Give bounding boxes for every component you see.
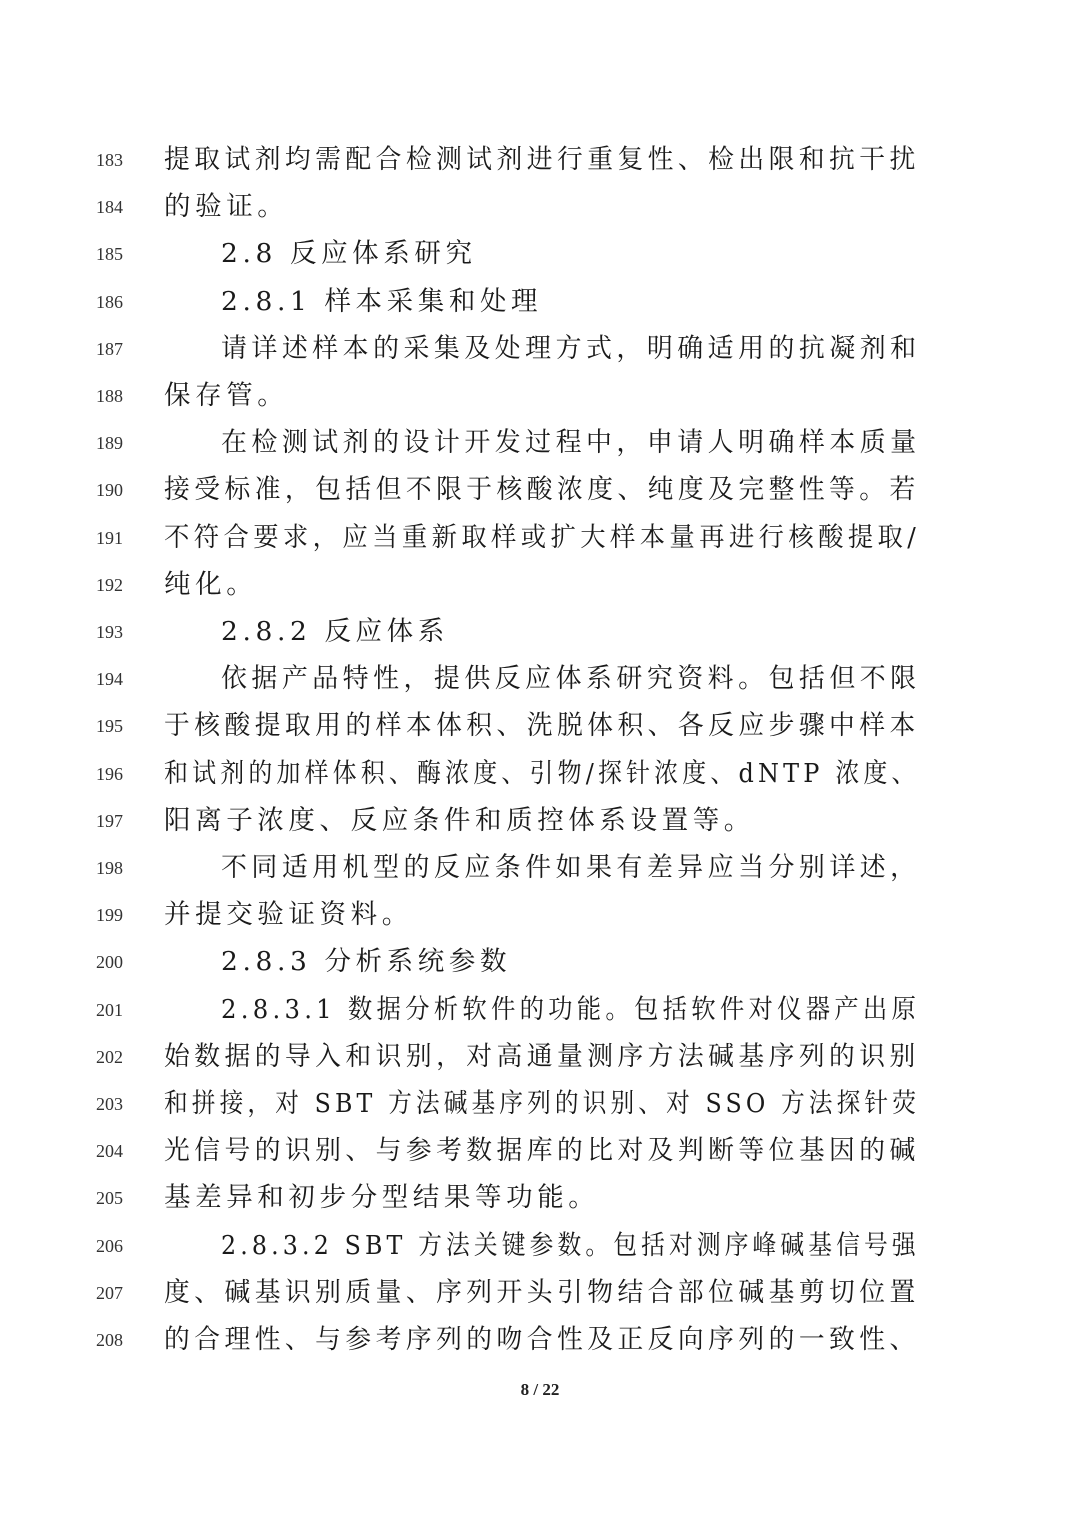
text-line: [0, 282, 1080, 329]
line-number: 192: [96, 574, 123, 595]
text-line: [0, 1273, 1080, 1320]
text-line: [0, 1131, 1080, 1178]
line-number: 197: [96, 810, 123, 831]
line-text: 基差异和初步分型结果等功能。: [164, 1182, 600, 1214]
line-number: 200: [96, 952, 123, 973]
line-text: 不符合要求，应当重新取样或扩大样本量再进行核酸提取/: [164, 521, 921, 553]
line-text: 提取试剂均需配合检测试剂进行重复性、检出限和抗干扰: [164, 144, 920, 175]
text-line: [0, 140, 1080, 187]
line-text: 不同适用机型的反应条件如果有差异应当分别详述，: [221, 852, 921, 883]
line-text: 在检测试剂的设计开发过程中，申请人明确样本质量: [221, 427, 921, 459]
text-line: [0, 848, 1080, 895]
text-line: [0, 1320, 1080, 1367]
text-line: [0, 612, 1080, 659]
text-line: [0, 423, 1080, 470]
line-text: 光信号的识别、与参考数据库的比对及判断等位基因的碱: [164, 1135, 920, 1167]
line-text: 请详述样本的采集及处理方式，明确适用的抗凝剂和: [221, 332, 921, 364]
text-line: [0, 187, 1080, 234]
line-text: 和拼接，对 SBT 方法碱基序列的识别、对 SSO 方法探针荧: [164, 1088, 921, 1119]
text-line: [0, 942, 1080, 989]
line-text: 度、碱基识别质量、序列开头引物结合部位碱基剪切位置: [164, 1276, 920, 1308]
line-text: 2.8.3.2 SBT 方法关键参数。包括对测序峰碱基信号强: [221, 1229, 920, 1261]
line-text: 于核酸提取用的样本体积、洗脱体积、各反应步骤中样本: [164, 710, 920, 742]
line-text: 始数据的导入和识别，对高通量测序方法碱基序列的识别: [164, 1040, 920, 1072]
text-line: [0, 565, 1080, 612]
line-number: 198: [96, 858, 123, 878]
line-number: 207: [96, 1282, 123, 1303]
line-number: 186: [96, 291, 123, 312]
text-line: [0, 234, 1080, 281]
line-text: 依据产品特性，提供反应体系研究资料。包括但不限: [221, 663, 921, 695]
line-text: 2.8.3.1 数据分析软件的功能。包括软件对仪器产出原: [221, 993, 921, 1025]
line-text: 和试剂的加样体积、酶浓度、引物/探针浓度、dNTP 浓度、: [164, 757, 920, 789]
line-number: 188: [96, 386, 123, 406]
line-number: 203: [96, 1094, 123, 1114]
line-text: 接受标准，包括但不限于核酸浓度、纯度及完整性等。若: [164, 474, 920, 506]
text-line: [0, 990, 1080, 1037]
line-number: 190: [96, 480, 123, 501]
line-number: 189: [96, 433, 123, 454]
line-text: 的合理性、与参考序列的吻合性及正反向序列的一致性、: [164, 1324, 920, 1355]
line-number: 191: [96, 527, 123, 548]
line-number: 199: [96, 905, 123, 926]
line-number: 183: [96, 150, 123, 170]
line-text: 2.8.2 反应体系: [221, 616, 449, 647]
line-number: 208: [96, 1330, 123, 1350]
page-number: 8 / 22: [520, 1380, 560, 1399]
line-text: 2.8 反应体系研究: [221, 238, 477, 270]
line-number: 193: [96, 622, 123, 642]
text-line: [0, 329, 1080, 376]
line-text: 保存管。: [164, 380, 289, 411]
line-text: 2.8.3 分析系统参数: [221, 946, 512, 978]
text-line: [0, 895, 1080, 942]
text-line: [0, 376, 1080, 423]
text-line: [0, 1037, 1080, 1084]
line-number: 185: [96, 244, 123, 265]
line-text: 阳离子浓度、反应条件和质控体系设置等。: [164, 804, 755, 836]
text-line: [0, 754, 1080, 801]
line-text: 纯化。: [164, 568, 258, 600]
text-line: [0, 518, 1080, 565]
line-number: 195: [96, 716, 123, 737]
line-text: 的验证。: [164, 191, 289, 223]
text-line: [0, 1084, 1080, 1131]
line-number: 201: [96, 999, 123, 1020]
line-number: 204: [96, 1141, 123, 1162]
text-line: [0, 1226, 1080, 1273]
text-line: [0, 1178, 1080, 1225]
line-number: 205: [96, 1188, 123, 1209]
line-text: 2.8.1 样本采集和处理: [221, 285, 543, 317]
line-number: 206: [96, 1235, 123, 1256]
line-number: 187: [96, 338, 123, 359]
line-number: 194: [96, 669, 123, 690]
text-line: [0, 801, 1080, 848]
text-line: [0, 706, 1080, 753]
text-line: [0, 659, 1080, 706]
line-number: 196: [96, 763, 123, 784]
line-number: 184: [96, 197, 123, 218]
line-number: 202: [96, 1046, 123, 1067]
line-text: 并提交验证资料。: [164, 899, 413, 931]
text-line: [0, 470, 1080, 517]
